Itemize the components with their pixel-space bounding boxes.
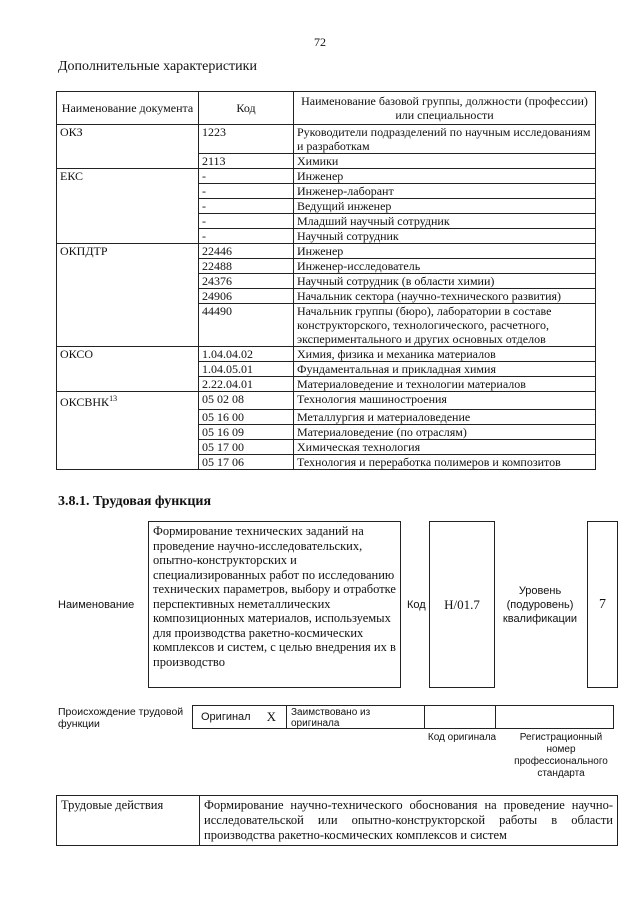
table-row	[57, 154, 596, 169]
document-cell	[57, 347, 199, 362]
table-row	[57, 454, 596, 469]
table-row	[57, 244, 596, 259]
code-cell: 1223	[199, 125, 294, 154]
profession-name-cell: Инженер	[294, 169, 596, 184]
code-cell: -	[199, 169, 294, 184]
code-cell: -	[199, 229, 294, 244]
section-heading: Дополнительные характеристики	[58, 59, 257, 74]
document-cell	[57, 184, 199, 199]
table-row	[57, 289, 596, 304]
code-cell: 1.04.05.01	[199, 362, 294, 377]
profession-name-cell: Младший научный сотрудник	[294, 214, 596, 229]
function-heading: 3.8.1. Трудовая функция	[58, 494, 212, 509]
table-row	[57, 304, 596, 347]
table-row	[57, 409, 596, 424]
table-row	[57, 184, 596, 199]
table-row	[57, 347, 596, 362]
code-cell: 05 17 00	[199, 439, 294, 454]
document-cell	[57, 259, 199, 274]
document-name: ОКСО	[60, 347, 94, 361]
code-cell: 05 16 09	[199, 424, 294, 439]
profession-name-cell: Химическая технология	[294, 439, 596, 454]
labor-actions-text: Формирование научно-технического обоснования на проведение научно-исследовательской или опытно-конструкторской работы в области производства ракетно-космических комплексов и систем	[200, 796, 618, 846]
profession-name-cell: Фундаментальная и прикладная химия	[294, 362, 596, 377]
function-name-label: Наименование	[58, 599, 135, 611]
profession-name-cell: Научный сотрудник	[294, 229, 596, 244]
profession-name-cell: Начальник сектора (научно-технического развития)	[294, 289, 596, 304]
table-row	[57, 229, 596, 244]
document-cell	[57, 214, 199, 229]
code-cell: 1.04.04.02	[199, 347, 294, 362]
origin-code-cell	[424, 705, 496, 729]
code-cell: -	[199, 214, 294, 229]
labor-actions-label: Трудовые действия	[57, 796, 200, 846]
table-row	[57, 392, 596, 410]
profession-name-cell: Научный сотрудник (в области химии)	[294, 274, 596, 289]
code-cell: 22488	[199, 259, 294, 274]
profession-name-cell: Химия, физика и механика материалов	[294, 347, 596, 362]
function-code-label: Код	[407, 599, 426, 611]
document-name: ОКЗ	[60, 125, 83, 139]
code-cell: 24376	[199, 274, 294, 289]
profession-name-cell: Инженер	[294, 244, 596, 259]
table-row	[57, 439, 596, 454]
document-cell	[57, 409, 199, 424]
profession-name-cell: Материаловедение (по отраслям)	[294, 424, 596, 439]
table-row	[57, 377, 596, 392]
document-cell	[57, 199, 199, 214]
profession-name-cell: Химики	[294, 154, 596, 169]
code-cell: 05 17 06	[199, 454, 294, 469]
profession-name-cell: Руководители подразделений по научным исследованиям и разработкам	[294, 125, 596, 154]
footnote-marker: 13	[109, 394, 118, 403]
origin-registration-cell	[495, 705, 614, 729]
document-cell	[57, 454, 199, 469]
table-row	[57, 169, 596, 184]
code-cell: -	[199, 199, 294, 214]
document-cell	[57, 377, 199, 392]
document-cell	[57, 289, 199, 304]
labor-actions-table	[56, 795, 618, 846]
document-cell	[57, 154, 199, 169]
profession-name-cell: Технология машиностроения	[294, 392, 596, 410]
origin-registration-caption: Регистрационный номер профессионального стандарта	[514, 732, 608, 779]
document-cell	[57, 362, 199, 377]
table-header-row	[57, 92, 596, 125]
labor-actions-row	[57, 796, 618, 846]
document-cell	[57, 304, 199, 347]
qualification-level-label: Уровень (подуровень) квалификации	[502, 585, 578, 625]
page-number: 72	[314, 35, 326, 49]
function-name-text: Формирование технических заданий на проведение научно-исследовательских, опытно-конструкторских и специализированных работ по исследованию технических параметров, выбору и отработке перспективных неметаллических композиционных материалов, используемых для производства ракетно-космических комплексов и систем, с целью внедрения их в производство	[148, 521, 401, 688]
document-cell	[57, 424, 199, 439]
table-row	[57, 362, 596, 377]
code-cell: 24906	[199, 289, 294, 304]
document-cell	[57, 125, 199, 154]
origin-borrowed-cell: Заимствовано из оригинала	[286, 705, 425, 729]
document-cell	[57, 274, 199, 289]
document-cell	[57, 392, 199, 410]
header-document: Наименование документа	[57, 92, 199, 125]
profession-name-cell: Технология и переработка полимеров и композитов	[294, 454, 596, 469]
document-cell	[57, 439, 199, 454]
code-cell: 44490	[199, 304, 294, 347]
document-cell	[57, 229, 199, 244]
profession-name-cell: Металлургия и материаловедение	[294, 409, 596, 424]
table-row	[57, 125, 596, 154]
code-cell: 2.22.04.01	[199, 377, 294, 392]
table-row	[57, 259, 596, 274]
table-body	[57, 125, 596, 470]
origin-label: Происхождение трудовой функции	[58, 706, 184, 730]
origin-original-label: Оригинал	[201, 711, 251, 723]
document-cell	[57, 244, 199, 259]
table-row	[57, 214, 596, 229]
profession-name-cell: Материаловедение и технологии материалов	[294, 377, 596, 392]
qualification-level-value: 7	[587, 521, 618, 688]
origin-original-cell	[192, 705, 287, 729]
code-cell: 22446	[199, 244, 294, 259]
document-name: ОКПДТР	[60, 244, 108, 258]
origin-original-mark: X	[266, 709, 276, 724]
code-cell: 05 16 00	[199, 409, 294, 424]
profession-name-cell: Инженер-лаборант	[294, 184, 596, 199]
characteristics-table	[56, 91, 596, 470]
document-cell	[57, 169, 199, 184]
code-cell: 05 02 08	[199, 392, 294, 410]
code-cell: -	[199, 184, 294, 199]
profession-name-cell: Начальник группы (бюро), лаборатории в составе конструкторского, технологического, расчетного, экспериментального и других основных отделов	[294, 304, 596, 347]
table-row	[57, 424, 596, 439]
header-code: Код	[199, 92, 294, 125]
function-code-value: Н/01.7	[429, 521, 495, 688]
table-row	[57, 274, 596, 289]
profession-name-cell: Ведущий инженер	[294, 199, 596, 214]
document-name: ОКСВНК	[60, 395, 110, 409]
document-name: ЕКС	[60, 169, 84, 183]
origin-code-caption: Код оригинала	[427, 732, 497, 743]
header-name: Наименование базовой группы, должности (профессии) или специальности	[294, 92, 596, 125]
origin-row	[193, 705, 618, 729]
profession-name-cell: Инженер-исследователь	[294, 259, 596, 274]
code-cell: 2113	[199, 154, 294, 169]
table-row	[57, 199, 596, 214]
